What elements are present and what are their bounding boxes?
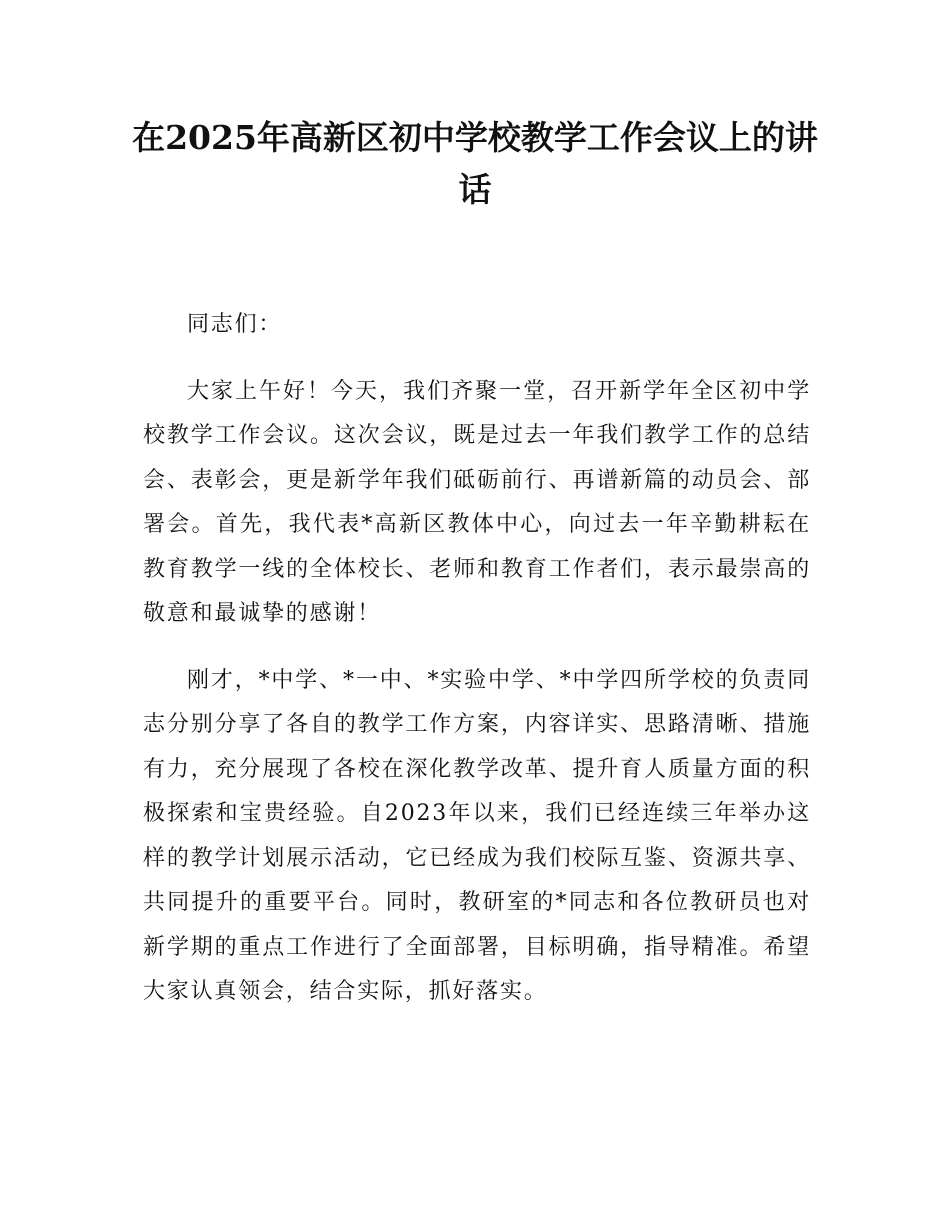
paragraph-opening: 大家上午好！今天，我们齐聚一堂，召开新学年全区初中学校教学工作会议。这次会议，既是过去一年我们教学工作的总结会、表彰会，更是新学年我们砥砺前行、再谱新篇的动员会、部署会。首先，我代表*高新区教体中心，向过去一年辛勤耕耘在教育教学一线的全体校长、老师和教育工作者们，表示最崇高的敬意和最诚挚的感谢！ <box>143 378 811 626</box>
document-body <box>143 303 811 1037</box>
paragraph-review: 刚才，*中学、*一中、*实验中学、*中学四所学校的负责同志分别分享了各自的教学工作方案，内容详实、思路清晰、措施有力，充分展现了各校在深化教学改革、提升育人质量方面的积极探索和宝贵经验。自2023年以来，我们已经连续三年举办这样的教学计划展示活动，它已经成为我们校际互鉴、资源共享、共同提升的重要平台。同时，教研室的*同志和各位教研员也对新学期的重点工作进行了全面部署，目标明确，指导精准。希望大家认真领会，结合实际，抓好落实。 <box>143 667 811 1004</box>
document-title: 在2025年高新区初中学校教学工作会议上的讲话 <box>132 118 818 209</box>
salutation: 同志们： <box>187 312 283 337</box>
